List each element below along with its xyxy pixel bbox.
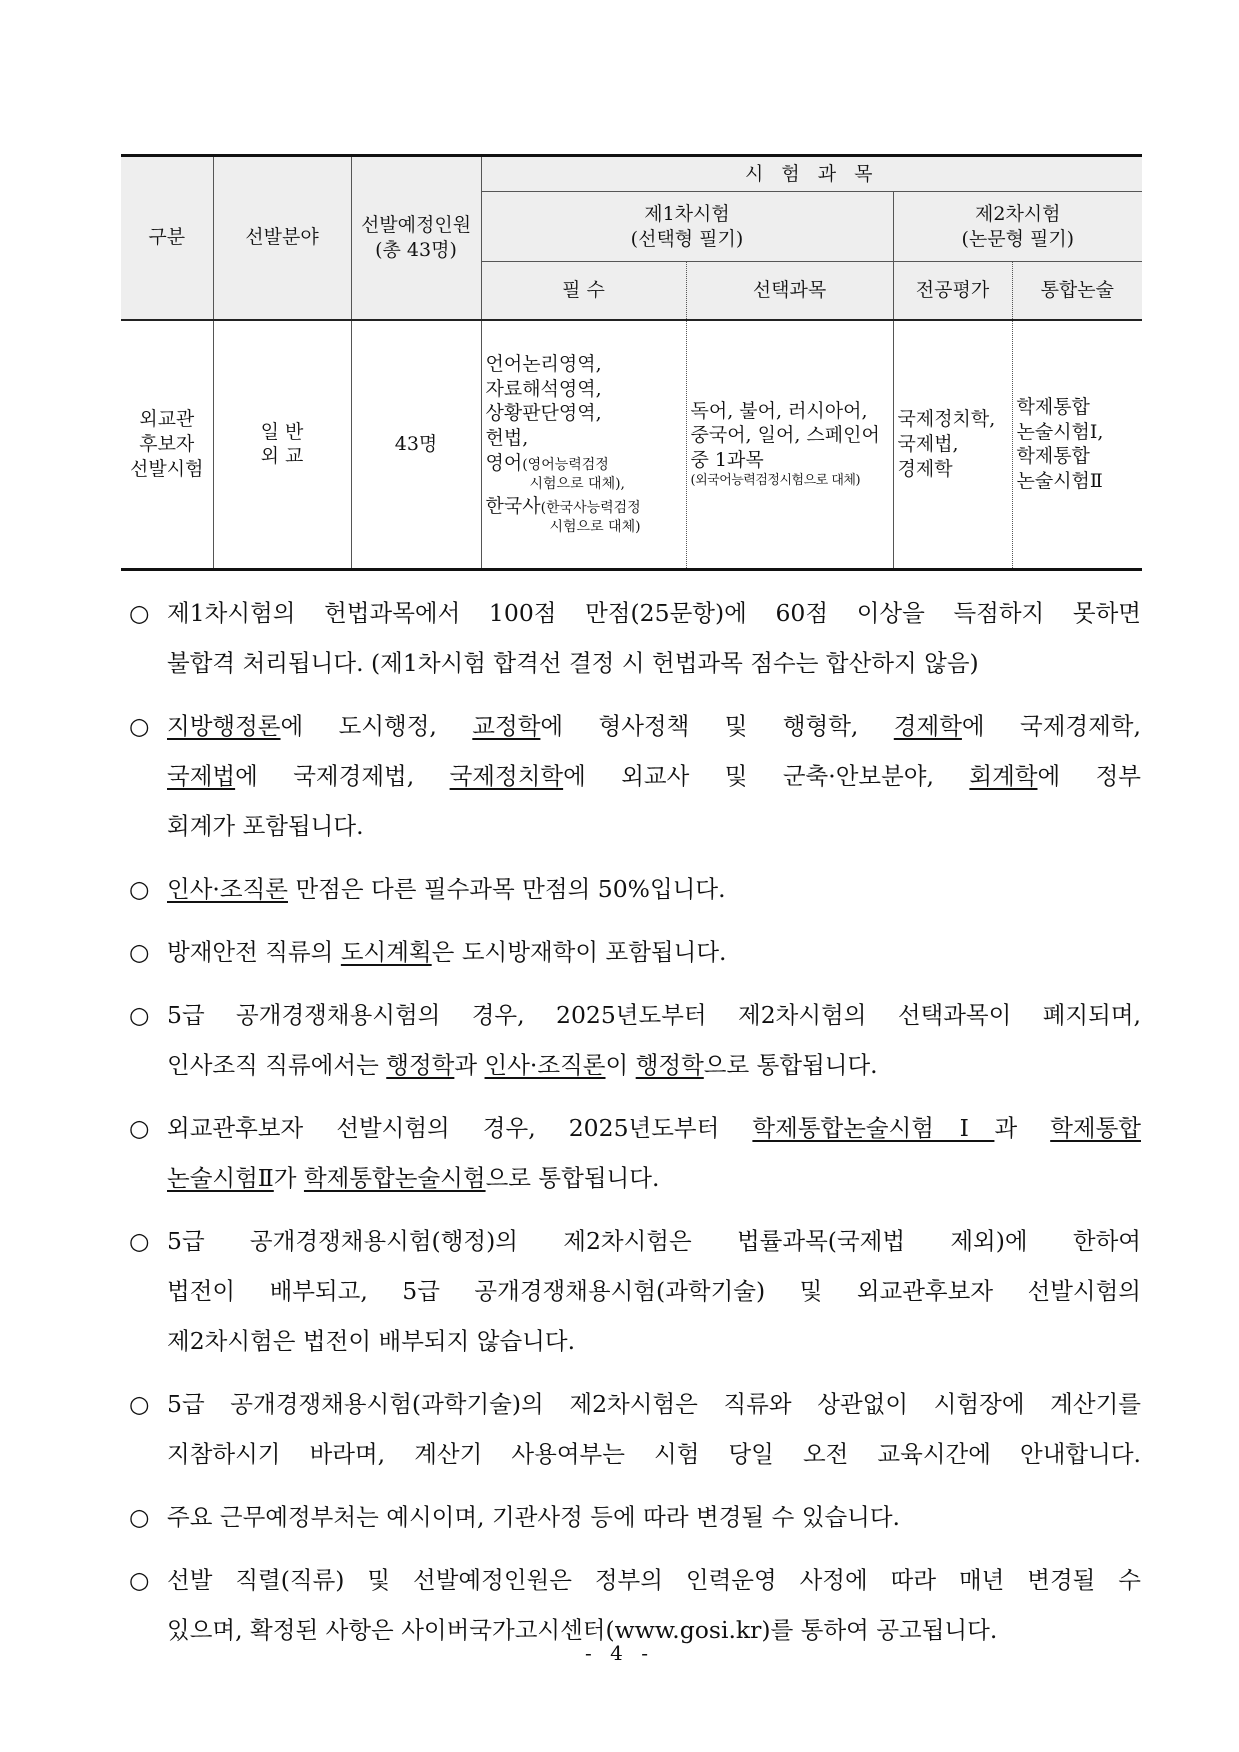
- header-first-exam-line1: 제1차시험: [644, 202, 730, 225]
- cell-integrated-essay: [1012, 320, 1142, 570]
- required-history: [486, 494, 682, 519]
- note-item: [129, 864, 1141, 914]
- note-line: 회계가 포함됩니다.: [167, 812, 364, 840]
- required-line: 헌법,: [485, 427, 529, 450]
- note-text: 에 형사정책 및 행형학,: [540, 712, 894, 740]
- cell-division-line: 후보자: [139, 432, 195, 455]
- header-second-exam-line1: 제2차시험: [975, 202, 1061, 225]
- essay-line: 학제통합: [1016, 395, 1090, 418]
- underlined-term: 학제통합: [1050, 1114, 1141, 1142]
- note-text: 외교관후보자 선발시험의 경우, 2025년도부터: [167, 1114, 753, 1142]
- required-line: 자료해석영역,: [485, 377, 602, 400]
- note-line: 선발 직렬(직류) 및 선발예정인원은 정부의 인력운영 사정에 따라 매년 변경될 수: [167, 1566, 1141, 1594]
- bullet-icon: ○: [129, 1566, 150, 1594]
- header-elective: 선택과목: [686, 262, 893, 320]
- cell-required-subjects: [481, 320, 686, 570]
- major-eval-line: 경제학: [897, 457, 953, 480]
- notes-list: [129, 588, 1141, 1668]
- header-first-exam-line2: (선택형 필기): [630, 227, 744, 250]
- note-line: 5급 공개경쟁채용시험(행정)의 제2차시험은 법률과목(국제법 제외)에 한하여: [167, 1227, 1141, 1255]
- header-second-exam-line2: (논문형 필기): [961, 227, 1075, 250]
- bullet-icon: ○: [129, 875, 150, 903]
- underlined-term: 인사·조직론: [167, 875, 288, 903]
- underlined-term: 교정학: [472, 712, 541, 740]
- essay-line: 논술시험Ⅰ,: [1016, 420, 1104, 443]
- note-item: [129, 1216, 1141, 1366]
- elective-line: 중국어, 일어, 스페인어: [690, 424, 880, 447]
- header-integrated-essay: 통합논술: [1012, 262, 1142, 320]
- elective-line: 중 1과목: [690, 449, 764, 472]
- header-required: 필 수: [481, 262, 686, 320]
- cell-elective-subjects: [686, 320, 893, 570]
- required-english-label: 영어: [485, 451, 523, 474]
- bullet-icon: ○: [129, 1390, 150, 1418]
- cell-quota: 43명: [351, 320, 481, 570]
- cell-field-line: 외 교: [260, 445, 304, 468]
- required-history-note2: 시험으로 대체): [549, 519, 641, 536]
- note-line: 제2차시험은 법전이 배부되지 않습니다.: [167, 1327, 576, 1355]
- note-item: [129, 927, 1141, 977]
- bullet-icon: ○: [129, 1114, 150, 1142]
- underlined-term: 인사·조직론: [484, 1051, 606, 1079]
- note-item: [129, 1555, 1141, 1655]
- note-text: 에 국제경제법,: [235, 762, 450, 790]
- header-subjects: 시 험 과 목: [481, 156, 1142, 192]
- required-english-note: (영어능력검정: [522, 456, 609, 473]
- major-eval-line: 국제정치학,: [897, 408, 996, 431]
- note-line: 지참하시기 바라며, 계산기 사용여부는 시험 당일 오전 교육시간에 안내합니다.: [167, 1440, 1141, 1468]
- note-item: [129, 588, 1141, 688]
- elective-note: (외국어능력검정시험으로 대체): [690, 472, 861, 488]
- note-line: 제1차시험의 헌법과목에서 100점 만점(25문항)에 60점 이상을 득점하지 못하면: [167, 599, 1141, 627]
- header-quota: [351, 156, 481, 320]
- note-line: 법전이 배부되고, 5급 공개경쟁채용시험(과학기술) 및 외교관후보자 선발시험의: [167, 1277, 1141, 1305]
- bullet-icon: ○: [129, 1001, 150, 1029]
- required-line: 언어논리영역,: [485, 353, 602, 375]
- required-english: [486, 451, 682, 476]
- note-item: [129, 990, 1141, 1090]
- note-line: [167, 701, 1141, 751]
- essay-line: 학제통합: [1016, 445, 1090, 468]
- note-line: 5급 공개경쟁채용시험(과학기술)의 제2차시험은 직류와 상관없이 시험장에 계산기를: [167, 1390, 1141, 1418]
- header-second-exam: [893, 192, 1142, 262]
- bullet-icon: ○: [129, 712, 150, 740]
- underlined-term: 논술시험Ⅱ: [167, 1164, 274, 1192]
- note-text: 으로 통합됩니다.: [703, 1051, 878, 1079]
- header-first-exam: [481, 192, 893, 262]
- note-text: 에 정부: [1037, 762, 1141, 790]
- bullet-icon: ○: [129, 938, 150, 966]
- note-text: 에 도시행정,: [280, 712, 473, 740]
- required-history-label: 한국사: [485, 494, 541, 517]
- note-line: 있으며, 확정된 사항은 사이버국가고시센터(www.gosi.kr)를 통하여 공고됩니다.: [167, 1616, 998, 1644]
- bullet-icon: ○: [129, 1503, 150, 1531]
- underlined-term: 국제법: [167, 762, 236, 790]
- note-line: 불합격 처리됩니다. (제1차시험 합격선 결정 시 헌법과목 점수는 합산하지 않음): [167, 649, 979, 677]
- note-text: 에 외교사 및 군축·안보분야,: [563, 762, 970, 790]
- underlined-term: 행정학: [635, 1051, 704, 1079]
- note-line: [167, 1153, 1141, 1203]
- note-line: [167, 927, 1141, 977]
- note-line: [167, 1040, 1141, 1090]
- note-line: 주요 근무예정부처는 예시이며, 기관사정 등에 따라 변경될 수 있습니다.: [167, 1503, 901, 1531]
- underlined-term: 도시계획: [340, 938, 432, 966]
- underlined-term: 회계학: [969, 762, 1038, 790]
- underlined-term: 경제학: [893, 712, 962, 740]
- cell-major-eval: [893, 320, 1012, 570]
- note-text: 이: [605, 1051, 636, 1079]
- note-text: 으로 통합됩니다.: [485, 1164, 660, 1192]
- required-english-note2: 시험으로 대체),: [529, 476, 626, 493]
- note-text: 만점은 다른 필수과목 만점의 50%입니다.: [287, 875, 726, 903]
- cell-division-line: 외교관: [139, 408, 195, 431]
- note-text: 은 도시방재학이 포함됩니다.: [431, 938, 727, 966]
- note-line: [167, 1103, 1141, 1153]
- note-line: [167, 864, 1141, 914]
- header-quota-line2: (총 43명): [375, 238, 457, 261]
- note-line: 5급 공개경쟁채용시험의 경우, 2025년도부터 제2차시험의 선택과목이 폐지되며,: [167, 1001, 1141, 1029]
- underlined-term: 국제정치학: [449, 762, 564, 790]
- underlined-term: 학제통합논술시험: [303, 1164, 486, 1192]
- cell-field-line: 일 반: [260, 420, 304, 443]
- bullet-icon: ○: [129, 599, 150, 627]
- note-item: [129, 1103, 1141, 1203]
- note-text: 과: [994, 1114, 1051, 1142]
- header-quota-line1: 선발예정인원: [360, 214, 472, 237]
- major-eval-line: 국제법,: [897, 432, 959, 455]
- note-text: 과: [454, 1051, 485, 1079]
- essay-line: 논술시험Ⅱ: [1016, 469, 1103, 492]
- elective-line: 독어, 불어, 러시아어,: [690, 399, 868, 422]
- note-item: [129, 701, 1141, 851]
- cell-division-line: 선발시험: [130, 457, 204, 480]
- required-history-note: (한국사능력검정: [540, 499, 641, 516]
- page-number: - 4 -: [585, 1641, 654, 1665]
- cell-field: [213, 320, 351, 570]
- note-text: 인사조직 직류에서는: [167, 1051, 387, 1079]
- underlined-term: 행정학: [386, 1051, 455, 1079]
- cell-division: [121, 320, 213, 570]
- note-text: 가: [273, 1164, 304, 1192]
- required-line: 상황판단영역,: [485, 402, 602, 425]
- underlined-term: 학제통합논술시험Ⅰ: [752, 1114, 995, 1142]
- header-division: 구분: [121, 156, 213, 320]
- note-text: 에 국제경제학,: [961, 712, 1141, 740]
- exam-subjects-table: [121, 154, 1142, 571]
- header-major-eval: 전공평가: [893, 262, 1012, 320]
- note-line: [167, 751, 1141, 801]
- bullet-icon: ○: [129, 1227, 150, 1255]
- note-item: [129, 1379, 1141, 1479]
- note-text: 방재안전 직류의: [167, 938, 341, 966]
- underlined-term: 지방행정론: [167, 712, 281, 740]
- note-item: [129, 1492, 1141, 1542]
- header-field: 선발분야: [213, 156, 351, 320]
